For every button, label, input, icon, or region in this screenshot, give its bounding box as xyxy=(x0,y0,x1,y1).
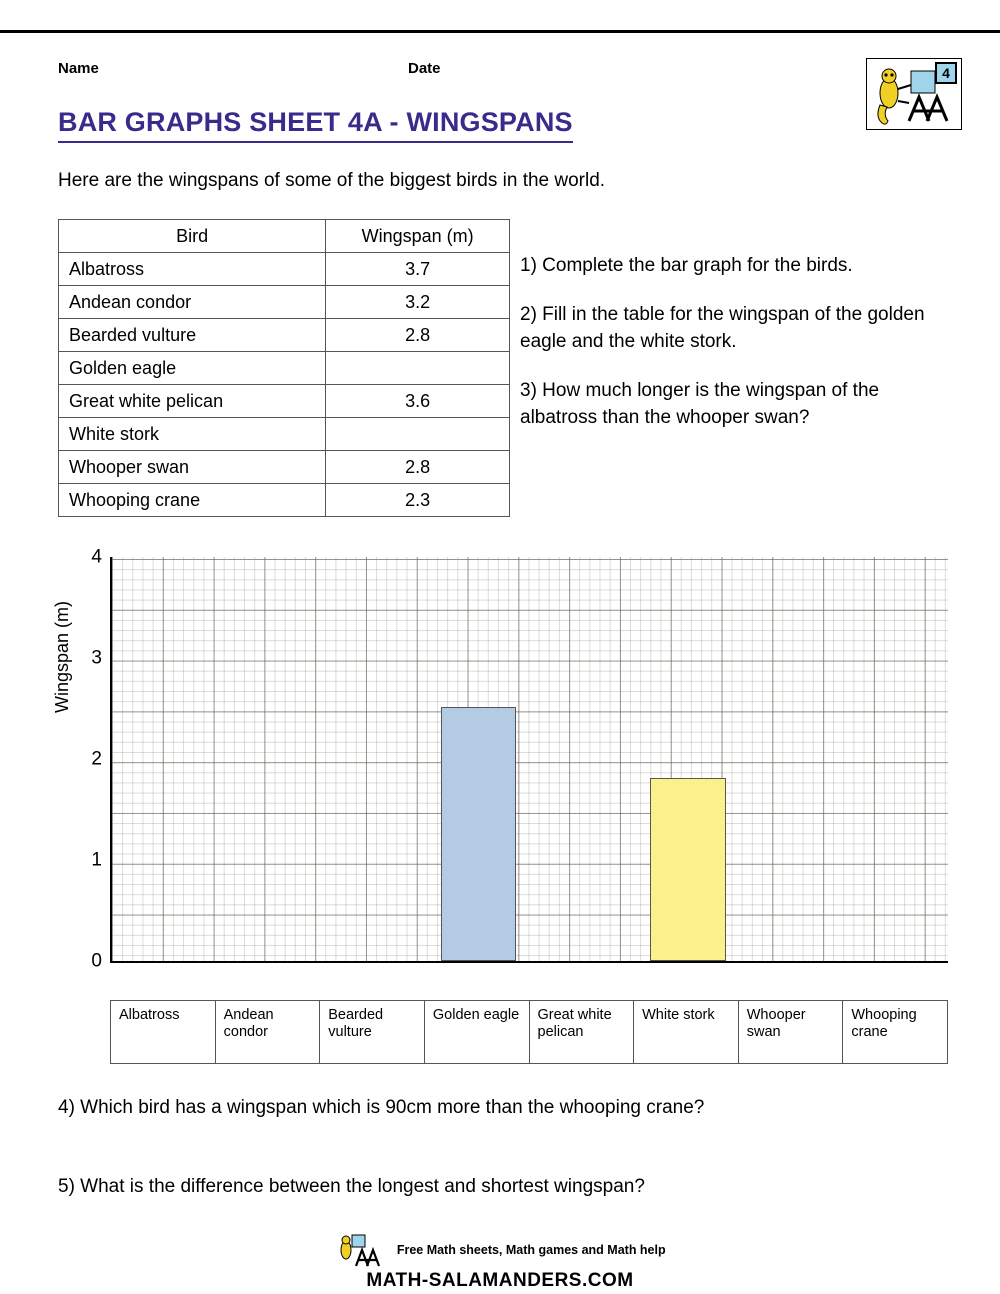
cell-bird-name: Bearded vulture xyxy=(59,319,326,352)
category-label-whooping-crane: Whooping crane xyxy=(851,1007,917,1040)
cell-wingspan-value[interactable]: 2.8 xyxy=(326,451,510,484)
cell-wingspan-value[interactable]: 3.6 xyxy=(326,385,510,418)
y-tick-1: 1 xyxy=(91,849,102,871)
column-header-wingspan: Wingspan (m) xyxy=(326,220,510,253)
logo-level-badge: 4 xyxy=(935,62,957,84)
footer-line-2: MATH-SALAMANDERS.COM xyxy=(366,1270,634,1291)
question-1: 1) Complete the bar graph for the birds. xyxy=(520,255,853,276)
table-header-row xyxy=(59,220,510,253)
top-divider xyxy=(0,30,1000,33)
table-row xyxy=(59,286,510,319)
y-tick-2: 2 xyxy=(91,748,102,770)
question-2: 2) Fill in the table for the wingspan of the golden eagle and the white stork. xyxy=(520,304,925,352)
questions-block xyxy=(520,252,960,453)
bar-golden-eagle[interactable] xyxy=(441,707,516,961)
table-row xyxy=(59,319,510,352)
cell-bird-name: Andean condor xyxy=(59,286,326,319)
y-tick-3: 3 xyxy=(91,647,102,669)
y-tick-0: 0 xyxy=(91,950,102,972)
table-row xyxy=(59,253,510,286)
cell-bird-name: White stork xyxy=(59,418,326,451)
category-label-bearded-vulture: Bearded vulture xyxy=(320,1001,425,1063)
footer-salamander-icon xyxy=(334,1230,386,1270)
question-5: 5) What is the difference between the longest and shortest wingspan? xyxy=(58,1176,645,1197)
name-label: Name xyxy=(58,60,99,77)
wingspan-table xyxy=(58,219,510,517)
cell-bird-name: Great white pelican xyxy=(59,385,326,418)
chart-plot-area xyxy=(91,546,948,972)
category-label-whooper-swan: Whooper swan xyxy=(739,1001,844,1063)
footer-line-1: Free Math sheets, Math games and Math help xyxy=(396,1243,666,1258)
date-label: Date xyxy=(408,60,441,77)
category-label-white-stork: White stork xyxy=(634,1001,739,1063)
table-row xyxy=(59,352,510,385)
cell-wingspan-value[interactable]: 3.2 xyxy=(326,286,510,319)
table-row xyxy=(59,484,510,517)
table-row xyxy=(59,385,510,418)
footer xyxy=(0,1230,1000,1292)
column-header-bird: Bird xyxy=(59,220,326,253)
math-salamanders-logo xyxy=(866,58,962,130)
page-title: BAR GRAPHS SHEET 4A - WINGSPANS xyxy=(58,107,573,143)
cell-bird-name: Whooper swan xyxy=(59,451,326,484)
cell-bird-name: Whooping crane xyxy=(59,484,326,517)
cell-wingspan-value[interactable]: 2.8 xyxy=(326,319,510,352)
cell-bird-name: Albatross xyxy=(59,253,326,286)
cell-wingspan-value[interactable]: 2.3 xyxy=(326,484,510,517)
cell-wingspan-value-blank[interactable] xyxy=(326,352,510,385)
y-tick-4: 4 xyxy=(91,546,102,568)
table-row xyxy=(59,418,510,451)
table-row xyxy=(59,451,510,484)
question-3: 3) How much longer is the wingspan of the albatross than the whooper swan? xyxy=(520,380,880,428)
bar-chart xyxy=(52,543,948,983)
question-4: 4) Which bird has a wingspan which is 90cm more than the whooping crane? xyxy=(58,1097,705,1118)
category-label-great-white-pelican: Great white pelican xyxy=(530,1001,635,1063)
cell-wingspan-value[interactable]: 3.7 xyxy=(326,253,510,286)
cell-bird-name: Golden eagle xyxy=(59,352,326,385)
category-label-andean-condor: Andean condor xyxy=(216,1001,321,1063)
bar-white-stork[interactable] xyxy=(650,778,725,961)
y-axis-label: Wingspan (m) xyxy=(52,600,72,713)
cell-wingspan-value-blank[interactable] xyxy=(326,418,510,451)
category-label-golden-eagle: Golden eagle xyxy=(425,1001,530,1063)
chart-category-labels xyxy=(110,1000,948,1064)
intro-text: Here are the wingspans of some of the biggest birds in the world. xyxy=(58,170,606,191)
category-label-albatross: Albatross xyxy=(111,1001,216,1063)
